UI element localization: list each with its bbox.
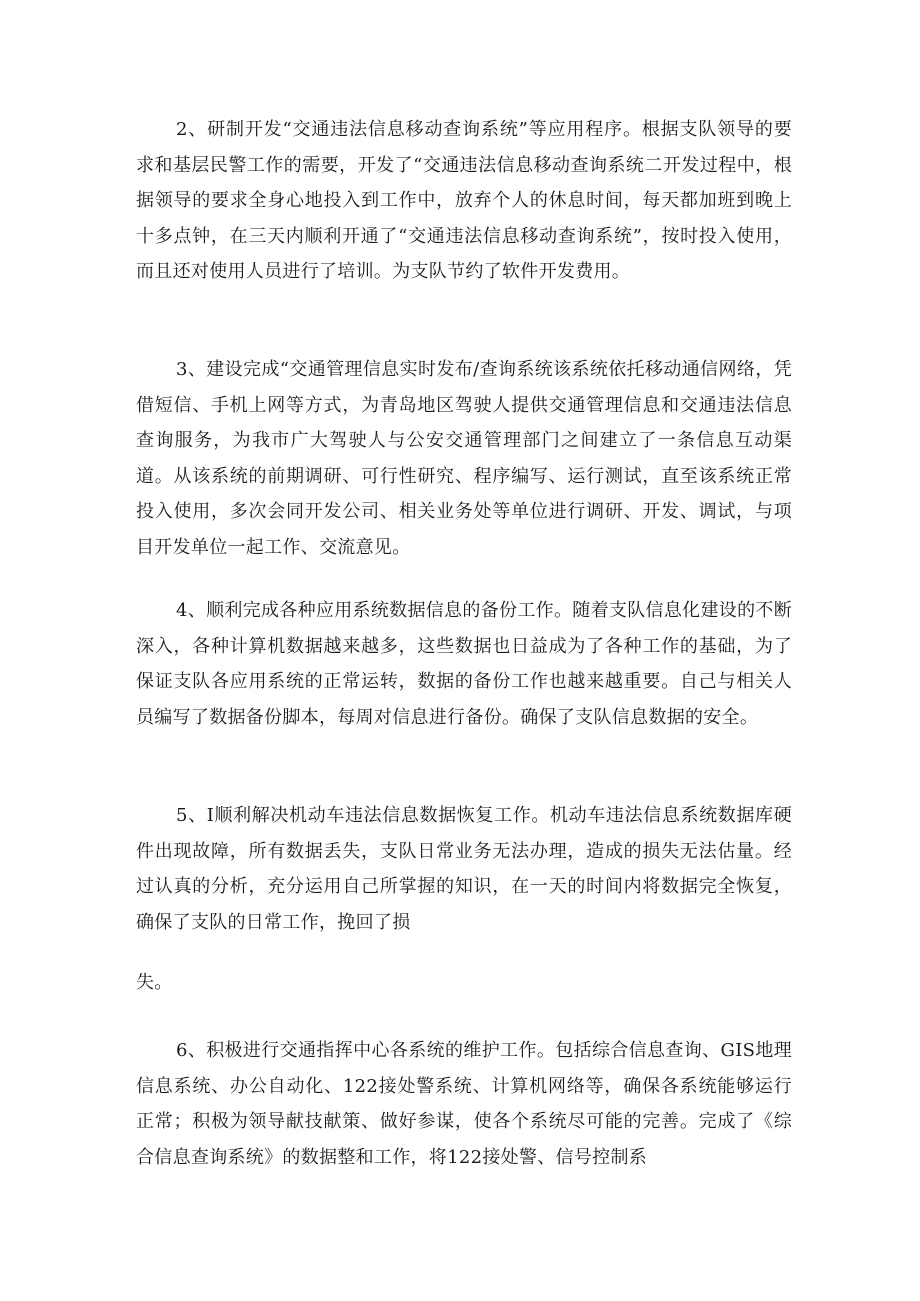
- paragraph-item-6: 6、积极进行交通指挥中心各系统的维护工作。包括综合信息查询、GIS地理信息系统、办公自动化、122接处警系统、计算机网络等，确保各系统能够运行正常；积极为领导献技献策、做好参谋，使各个系统尽可能的完善。完成了《综合信息查询系统》的数据整和工作，将122接处警、信号控制系: [136, 1040, 792, 1168]
- paragraph-item-5: 5、I顺利解决机动车违法信息数据恢复工作。机动车违法信息系统数据库硬件出现故障，所有数据丢失，支队日常业务无法办理，造成的损失无法估量。经过认真的分析，充分运用自己所掌握的知识，在一天的时间内将数据完全恢复，确保了支队的日常工作，挽回了损: [136, 805, 792, 933]
- paragraph-item-2: 2、研制开发“交通违法信息移动查询系统”等应用程序。根据支队领导的要求和基层民警工作的需要，开发了“交通违法信息移动查询系统二开发过程中，根据领导的要求全身心地投入到工作中，放弃个人的休息时间，每天都加班到晚上十多点钟，在三天内顺利开通了“交通违法信息移动查询系统”，按时投入使用，而且还对使用人员进行了培训。为支队节约了软件开发费用。: [136, 119, 792, 282]
- paragraph-item-4: 4、顺利完成各种应用系统数据信息的备份工作。随着支队信息化建设的不断深入，各种计算机数据越来越多，这些数据也日益成为了各种工作的基础，为了保证支队各应用系统的正常运转，数据的备份工作也越来越重要。自己与相关人员编写了数据备份脚本，每周对信息进行备份。确保了支队信息数据的安全。: [136, 600, 792, 728]
- paragraph-item-5-continuation: 失。: [136, 972, 173, 993]
- paragraph-item-3: 3、建设完成“交通管理信息实时发布/查询系统该系统依托移动通信网络，凭借短信、手机上网等方式，为青岛地区驾驶人提供交通管理信息和交通违法信息查询服务，为我市广大驾驶人与公安交通管理部门之间建立了一条信息互动渠道。从该系统的前期调研、可行性研究、程序编写、运行测试，直至该系统正常投入使用，多次会同开发公司、相关业务处等单位进行调研、开发、调试，与项目开发单位一起工作、交流意见。: [136, 359, 792, 558]
